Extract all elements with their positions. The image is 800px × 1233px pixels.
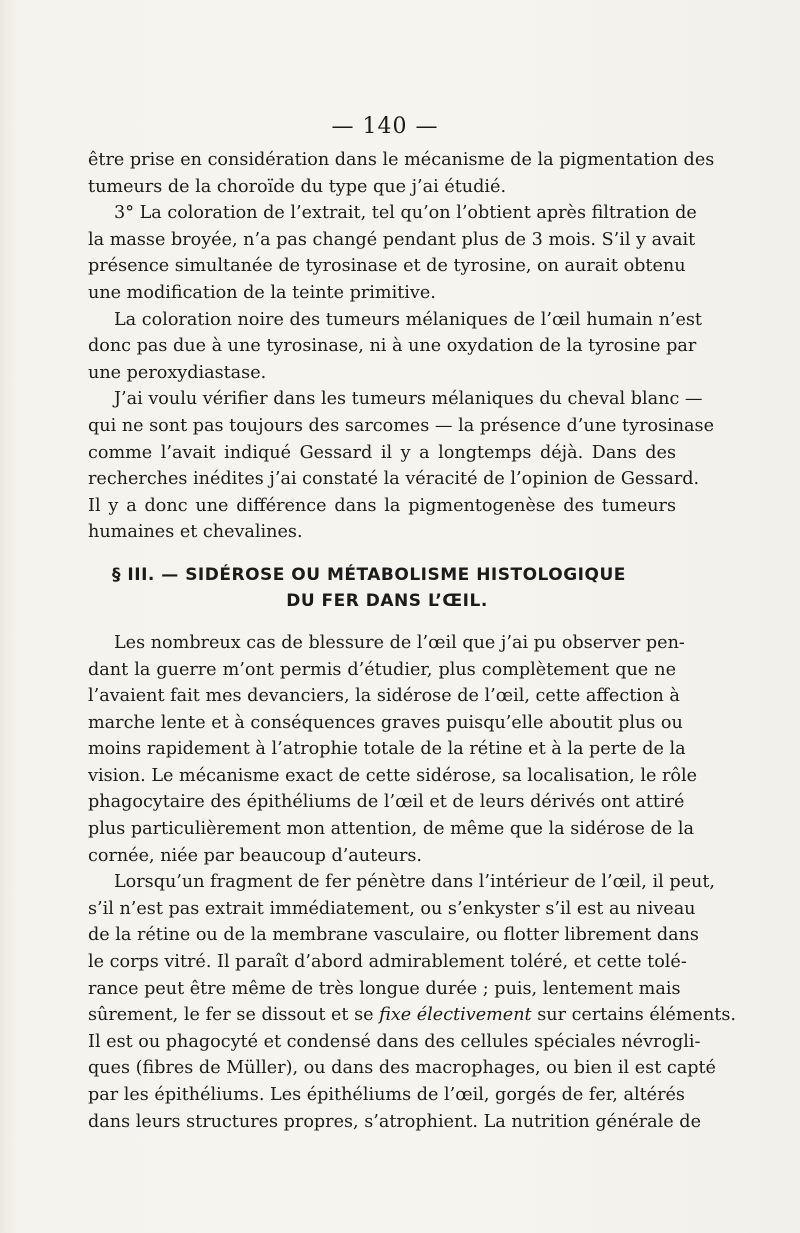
text-line: ques (fibres de Müller), ou dans des macrophages, ou bien il est capté <box>88 1058 716 1079</box>
text-line: de la rétine ou de la membrane vasculaire, ou flotter librement dans <box>88 925 699 946</box>
text-line: la masse broyée, n’a pas changé pendant plus de 3 mois. S’il y avait <box>88 229 696 250</box>
text-line: Lorsqu’un fragment de fer pénètre dans l’intérieur de l’œil, il peut, <box>114 872 715 893</box>
text-segment: sur certains éléments. <box>531 1005 736 1026</box>
text-line: qui ne sont pas toujours des sarcomes — la présence d’une tyrosinase <box>88 415 714 436</box>
text-line: La coloration noire des tumeurs mélaniques de l’œil humain n’est <box>114 309 703 330</box>
text-line: présence simultanée de tyrosinase et de tyrosine, on aurait obtenu <box>88 256 686 277</box>
text-line: tumeurs de la choroïde du type que j’ai étudié. <box>88 176 507 197</box>
text-line: recherches inédites j’ai constaté la véracité de l’opinion de Gessard. <box>88 469 700 490</box>
text-line: être prise en considération dans le mécanisme de la pigmentation des <box>88 150 715 170</box>
text-line: cornée, niée par beaucoup d’auteurs. <box>88 845 422 866</box>
text-line: Les nombreux cas de blessure de l’œil que j’ai pu observer pen- <box>114 632 685 653</box>
section-heading <box>88 562 676 614</box>
paragraph <box>88 307 703 387</box>
text-line: l’avaient fait mes devanciers, la sidérose de l’œil, cette affection à <box>88 686 680 707</box>
text-line: une peroxydiastase. <box>88 362 267 383</box>
text-segment: sûrement, le fer se dissout et se <box>88 1005 380 1026</box>
text-line: vision. Le mécanisme exact de cette sidérose, sa localisation, le rôle <box>88 765 698 786</box>
text-line: donc pas due à une tyrosinase, ni à une oxydation de la tyrosine par <box>88 336 697 357</box>
text-line: par les épithéliums. Les épithéliums de l’œil, gorgés de fer, altérés <box>88 1085 685 1105</box>
text-line: comme l’avait indiqué Gessard il y a longtemps déjà. Dans des <box>88 442 676 463</box>
text-line: 3° La coloration de l’extrait, tel qu’on l’obtient après filtration de <box>114 203 697 224</box>
text-line: plus particulièrement mon attention, de même que la sidérose de la <box>88 819 694 840</box>
paragraph <box>88 630 698 869</box>
paragraph <box>88 869 736 1135</box>
section-heading-line: § III. — SIDÉROSE OU MÉTABOLISME HISTOLOGIQUE <box>112 564 626 585</box>
text-line: une modification de la teinte primitive. <box>88 282 436 303</box>
section-heading-line: DU FER DANS L’ŒIL. <box>286 590 488 611</box>
text-line: J’ai voulu vérifier dans les tumeurs mélaniques du cheval blanc — <box>114 389 703 410</box>
text-line: dans leurs structures propres, s’atrophient. La nutrition générale de <box>88 1111 701 1132</box>
body-text <box>88 147 736 1135</box>
text-line: marche lente et à conséquences graves puisqu’elle aboutit plus ou <box>88 712 683 733</box>
paragraph <box>88 200 697 306</box>
paragraph <box>88 386 714 546</box>
text-line: le corps vitré. Il paraît d’abord admirablement toléré, et cette tolé- <box>88 952 687 973</box>
text-line: s’il n’est pas extrait immédiatement, ou s’enkyster s’il est au niveau <box>88 898 696 919</box>
emphasis-text: fixe électivement <box>379 1005 532 1026</box>
text-line: phagocytaire des épithéliums de l’œil et de leurs dérivés ont attiré <box>88 792 685 813</box>
paragraph <box>88 147 715 200</box>
text-line: moins rapidement à l’atrophie totale de la rétine et à la perte de la <box>88 739 686 760</box>
text-line: Il y a donc une différence dans la pigmentogenèse des tumeurs <box>88 495 676 516</box>
text-line: dant la guerre m’ont permis d’étudier, plus complètement que ne <box>88 659 676 680</box>
text-line-with-emphasis <box>88 1002 736 1029</box>
page-number: — 140 — <box>331 114 439 139</box>
text-line: humaines et chevalines. <box>88 522 303 543</box>
text-line: Il est ou phagocyté et condensé dans des cellules spéciales névrogli- <box>88 1031 701 1052</box>
text-line: rance peut être même de très longue durée ; puis, lentement mais <box>88 978 681 999</box>
